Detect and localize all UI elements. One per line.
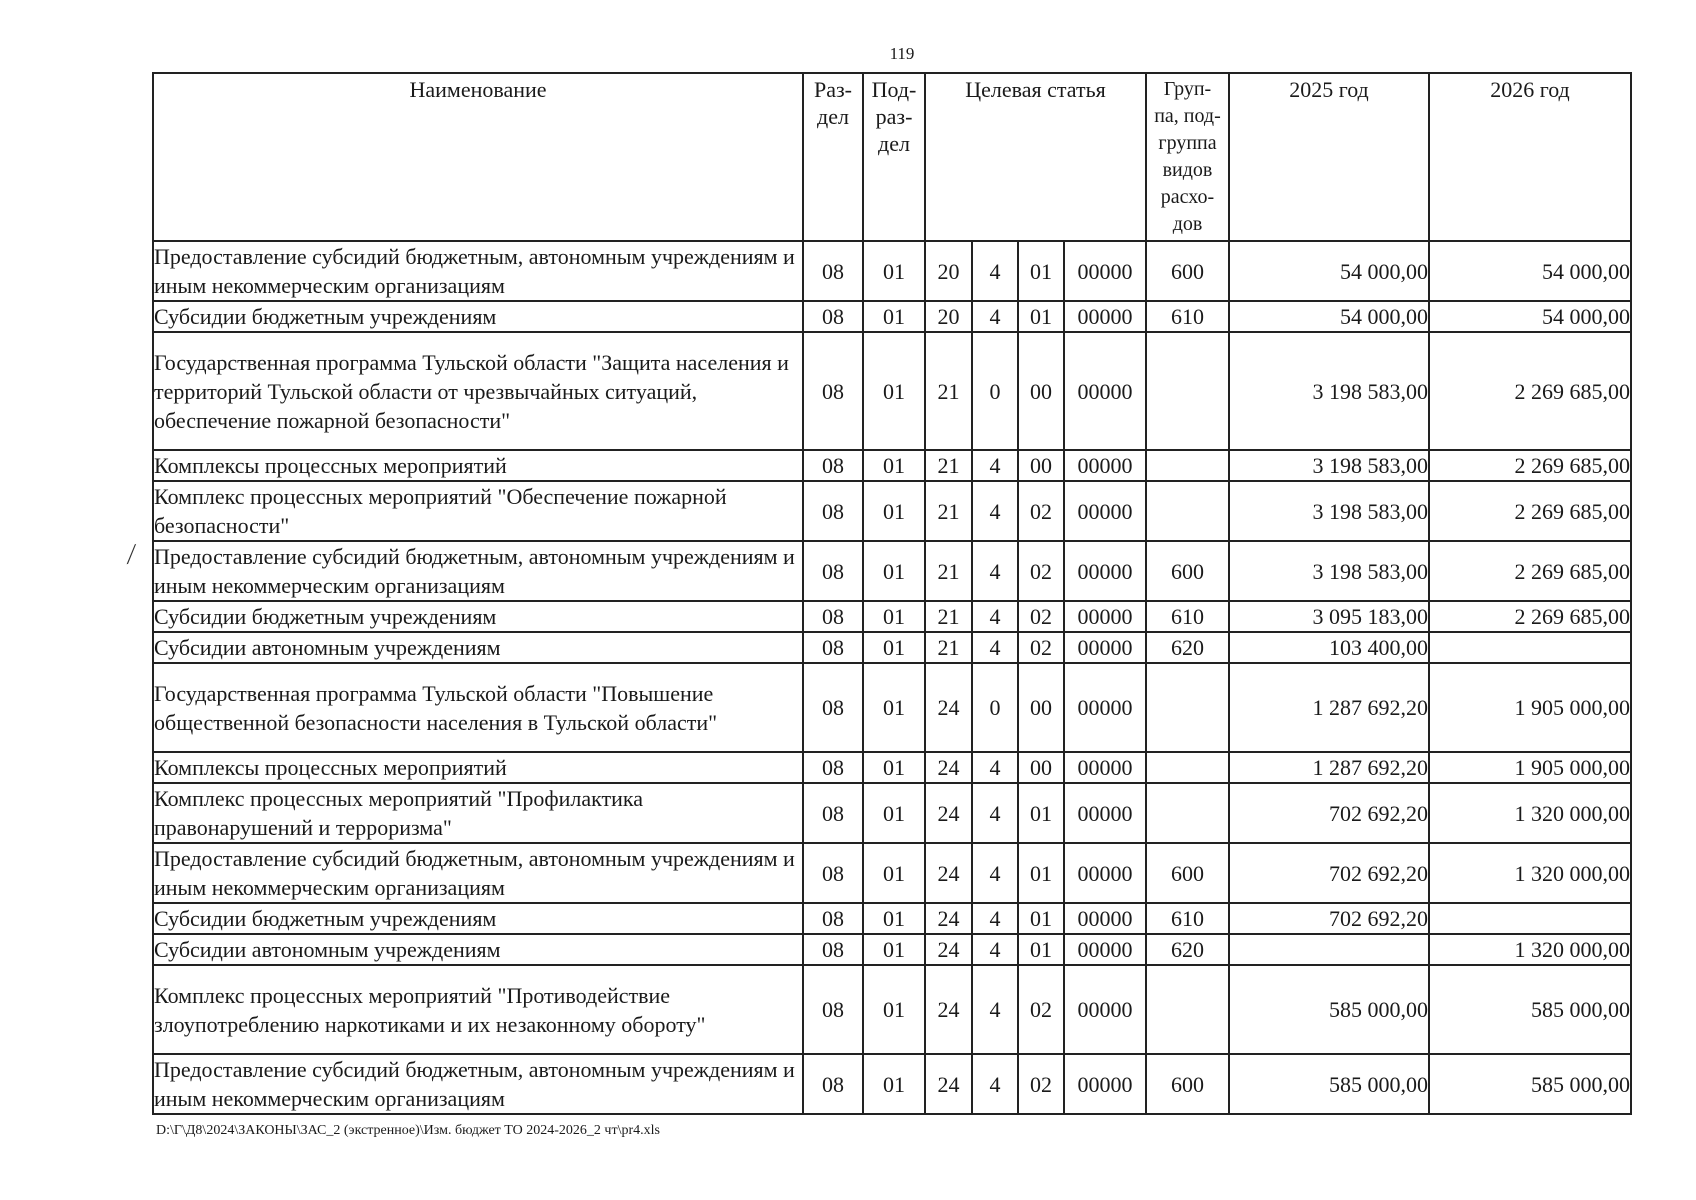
row-target-direction-cell: 00000 bbox=[1064, 965, 1146, 1054]
row-sum-2025-cell bbox=[1229, 934, 1429, 965]
row-target-element-cell: 01 bbox=[1018, 301, 1064, 332]
row-name-cell: Предоставление субсидий бюджетным, автономным учреждениям и иным некоммерческим организациям bbox=[153, 843, 803, 903]
table-row bbox=[153, 481, 1631, 541]
row-sum-2026-cell: 1 320 000,00 bbox=[1429, 843, 1631, 903]
row-expense-group-cell bbox=[1146, 965, 1229, 1054]
row-podrazdel-cell: 01 bbox=[863, 783, 925, 843]
row-target-program-cell: 21 bbox=[925, 332, 972, 450]
row-name-cell: Комплекс процессных мероприятий "Обеспечение пожарной безопасности" bbox=[153, 481, 803, 541]
row-target-element-cell: 02 bbox=[1018, 541, 1064, 601]
table-row bbox=[153, 934, 1631, 965]
row-expense-group-cell bbox=[1146, 783, 1229, 843]
budget-table bbox=[152, 72, 1632, 1115]
row-razdel-cell: 08 bbox=[803, 903, 863, 934]
header-name: Наименование bbox=[153, 73, 803, 241]
row-expense-group-cell: 610 bbox=[1146, 301, 1229, 332]
row-target-program-cell: 24 bbox=[925, 903, 972, 934]
row-target-element-cell: 00 bbox=[1018, 332, 1064, 450]
handwritten-tick-mark: ⟋ bbox=[120, 540, 143, 569]
header-target-article: Целевая статья bbox=[925, 73, 1146, 241]
row-razdel-cell: 08 bbox=[803, 332, 863, 450]
row-razdel-cell: 08 bbox=[803, 752, 863, 783]
row-sum-2026-cell: 585 000,00 bbox=[1429, 1054, 1631, 1114]
row-podrazdel-cell: 01 bbox=[863, 903, 925, 934]
row-target-element-cell: 00 bbox=[1018, 752, 1064, 783]
row-sum-2026-cell: 2 269 685,00 bbox=[1429, 481, 1631, 541]
row-podrazdel-cell: 01 bbox=[863, 541, 925, 601]
table-row bbox=[153, 450, 1631, 481]
row-target-type-cell: 0 bbox=[972, 663, 1018, 752]
row-target-program-cell: 24 bbox=[925, 965, 972, 1054]
row-name-cell: Субсидии бюджетным учреждениям bbox=[153, 301, 803, 332]
table-row bbox=[153, 632, 1631, 663]
row-razdel-cell: 08 bbox=[803, 663, 863, 752]
row-sum-2026-cell: 1 905 000,00 bbox=[1429, 752, 1631, 783]
row-target-type-cell: 4 bbox=[972, 632, 1018, 663]
row-target-direction-cell: 00000 bbox=[1064, 903, 1146, 934]
row-target-program-cell: 21 bbox=[925, 601, 972, 632]
row-sum-2025-cell: 1 287 692,20 bbox=[1229, 663, 1429, 752]
row-razdel-cell: 08 bbox=[803, 481, 863, 541]
row-target-element-cell: 01 bbox=[1018, 241, 1064, 301]
row-target-direction-cell: 00000 bbox=[1064, 934, 1146, 965]
row-sum-2025-cell: 585 000,00 bbox=[1229, 965, 1429, 1054]
row-target-element-cell: 02 bbox=[1018, 632, 1064, 663]
row-razdel-cell: 08 bbox=[803, 301, 863, 332]
table-row bbox=[153, 752, 1631, 783]
row-target-type-cell: 4 bbox=[972, 1054, 1018, 1114]
header-expense-group: Груп- па, под- группа видов расхо- дов bbox=[1146, 73, 1229, 241]
row-expense-group-cell bbox=[1146, 752, 1229, 783]
row-name-cell: Субсидии автономным учреждениям bbox=[153, 632, 803, 663]
row-target-type-cell: 4 bbox=[972, 843, 1018, 903]
row-name-cell: Субсидии автономным учреждениям bbox=[153, 934, 803, 965]
table-row bbox=[153, 1054, 1631, 1114]
row-sum-2025-cell: 702 692,20 bbox=[1229, 903, 1429, 934]
row-target-type-cell: 4 bbox=[972, 903, 1018, 934]
row-target-type-cell: 4 bbox=[972, 450, 1018, 481]
row-target-direction-cell: 00000 bbox=[1064, 752, 1146, 783]
row-podrazdel-cell: 01 bbox=[863, 1054, 925, 1114]
row-expense-group-cell bbox=[1146, 332, 1229, 450]
row-target-program-cell: 21 bbox=[925, 481, 972, 541]
row-podrazdel-cell: 01 bbox=[863, 752, 925, 783]
row-sum-2026-cell: 1 320 000,00 bbox=[1429, 783, 1631, 843]
row-sum-2025-cell: 103 400,00 bbox=[1229, 632, 1429, 663]
row-target-direction-cell: 00000 bbox=[1064, 601, 1146, 632]
table-row bbox=[153, 301, 1631, 332]
row-expense-group-cell: 600 bbox=[1146, 241, 1229, 301]
row-target-element-cell: 01 bbox=[1018, 934, 1064, 965]
table-row bbox=[153, 903, 1631, 934]
row-target-direction-cell: 00000 bbox=[1064, 1054, 1146, 1114]
row-sum-2025-cell: 3 198 583,00 bbox=[1229, 332, 1429, 450]
row-target-type-cell: 4 bbox=[972, 601, 1018, 632]
row-target-type-cell: 4 bbox=[972, 965, 1018, 1054]
row-target-element-cell: 02 bbox=[1018, 481, 1064, 541]
row-target-element-cell: 01 bbox=[1018, 783, 1064, 843]
row-podrazdel-cell: 01 bbox=[863, 965, 925, 1054]
row-sum-2026-cell: 1 905 000,00 bbox=[1429, 663, 1631, 752]
row-podrazdel-cell: 01 bbox=[863, 481, 925, 541]
row-target-program-cell: 24 bbox=[925, 663, 972, 752]
row-podrazdel-cell: 01 bbox=[863, 843, 925, 903]
row-expense-group-cell: 600 bbox=[1146, 1054, 1229, 1114]
table-row bbox=[153, 843, 1631, 903]
table-row bbox=[153, 783, 1631, 843]
row-name-cell: Субсидии бюджетным учреждениям bbox=[153, 903, 803, 934]
row-expense-group-cell: 600 bbox=[1146, 541, 1229, 601]
row-name-cell: Государственная программа Тульской области "Повышение общественной безопасности населения в Тульской области" bbox=[153, 663, 803, 752]
row-target-element-cell: 00 bbox=[1018, 450, 1064, 481]
row-target-program-cell: 24 bbox=[925, 934, 972, 965]
row-name-cell: Комплексы процессных мероприятий bbox=[153, 450, 803, 481]
row-target-direction-cell: 00000 bbox=[1064, 301, 1146, 332]
row-name-cell: Комплекс процессных мероприятий "Профилактика правонарушений и терроризма" bbox=[153, 783, 803, 843]
row-sum-2025-cell: 585 000,00 bbox=[1229, 1054, 1429, 1114]
row-razdel-cell: 08 bbox=[803, 541, 863, 601]
row-name-cell: Предоставление субсидий бюджетным, автономным учреждениям и иным некоммерческим организациям bbox=[153, 541, 803, 601]
row-target-program-cell: 24 bbox=[925, 843, 972, 903]
row-expense-group-cell: 620 bbox=[1146, 632, 1229, 663]
row-sum-2026-cell: 585 000,00 bbox=[1429, 965, 1631, 1054]
table-row bbox=[153, 663, 1631, 752]
header-podrazdel: Под- раз- дел bbox=[863, 73, 925, 241]
row-name-cell: Государственная программа Тульской области "Защита населения и территорий Тульской области от чрезвычайных ситуаций, обеспечение пожарной безопасности" bbox=[153, 332, 803, 450]
row-target-program-cell: 24 bbox=[925, 1054, 972, 1114]
row-sum-2025-cell: 54 000,00 bbox=[1229, 241, 1429, 301]
row-target-direction-cell: 00000 bbox=[1064, 241, 1146, 301]
row-sum-2026-cell: 2 269 685,00 bbox=[1429, 332, 1631, 450]
row-sum-2025-cell: 702 692,20 bbox=[1229, 843, 1429, 903]
row-sum-2026-cell: 2 269 685,00 bbox=[1429, 601, 1631, 632]
row-razdel-cell: 08 bbox=[803, 241, 863, 301]
row-razdel-cell: 08 bbox=[803, 783, 863, 843]
row-expense-group-cell bbox=[1146, 450, 1229, 481]
row-sum-2025-cell: 54 000,00 bbox=[1229, 301, 1429, 332]
row-target-type-cell: 4 bbox=[972, 783, 1018, 843]
row-target-element-cell: 02 bbox=[1018, 601, 1064, 632]
header-2026: 2026 год bbox=[1429, 73, 1631, 241]
row-target-type-cell: 4 bbox=[972, 541, 1018, 601]
row-razdel-cell: 08 bbox=[803, 1054, 863, 1114]
page-number: 119 bbox=[889, 44, 915, 63]
row-sum-2026-cell: 1 320 000,00 bbox=[1429, 934, 1631, 965]
row-target-program-cell: 21 bbox=[925, 632, 972, 663]
row-podrazdel-cell: 01 bbox=[863, 450, 925, 481]
row-razdel-cell: 08 bbox=[803, 965, 863, 1054]
row-sum-2026-cell: 2 269 685,00 bbox=[1429, 450, 1631, 481]
row-sum-2025-cell: 1 287 692,20 bbox=[1229, 752, 1429, 783]
row-sum-2025-cell: 702 692,20 bbox=[1229, 783, 1429, 843]
row-target-element-cell: 00 bbox=[1018, 663, 1064, 752]
row-podrazdel-cell: 01 bbox=[863, 934, 925, 965]
row-target-direction-cell: 00000 bbox=[1064, 843, 1146, 903]
row-target-direction-cell: 00000 bbox=[1064, 663, 1146, 752]
row-target-element-cell: 01 bbox=[1018, 843, 1064, 903]
row-sum-2026-cell bbox=[1429, 903, 1631, 934]
row-expense-group-cell bbox=[1146, 481, 1229, 541]
row-podrazdel-cell: 01 bbox=[863, 241, 925, 301]
row-target-program-cell: 21 bbox=[925, 541, 972, 601]
row-sum-2026-cell bbox=[1429, 632, 1631, 663]
row-razdel-cell: 08 bbox=[803, 601, 863, 632]
row-podrazdel-cell: 01 bbox=[863, 632, 925, 663]
row-name-cell: Предоставление субсидий бюджетным, автономным учреждениям и иным некоммерческим организациям bbox=[153, 1054, 803, 1114]
row-target-direction-cell: 00000 bbox=[1064, 632, 1146, 663]
row-target-direction-cell: 00000 bbox=[1064, 783, 1146, 843]
row-razdel-cell: 08 bbox=[803, 934, 863, 965]
table-row bbox=[153, 965, 1631, 1054]
row-target-type-cell: 4 bbox=[972, 752, 1018, 783]
row-target-element-cell: 02 bbox=[1018, 1054, 1064, 1114]
row-podrazdel-cell: 01 bbox=[863, 663, 925, 752]
row-sum-2025-cell: 3 198 583,00 bbox=[1229, 450, 1429, 481]
row-podrazdel-cell: 01 bbox=[863, 301, 925, 332]
row-target-program-cell: 24 bbox=[925, 783, 972, 843]
row-target-program-cell: 24 bbox=[925, 752, 972, 783]
footer-file-path: D:\Г\Д8\2024\ЗАКОНЫ\ЗАС_2 (экстренное)\Изм. бюджет ТО 2024-2026_2 чт\pr4.xls bbox=[156, 1123, 660, 1138]
row-target-type-cell: 4 bbox=[972, 934, 1018, 965]
row-target-program-cell: 21 bbox=[925, 450, 972, 481]
row-target-type-cell: 4 bbox=[972, 301, 1018, 332]
row-target-type-cell: 4 bbox=[972, 481, 1018, 541]
row-target-direction-cell: 00000 bbox=[1064, 481, 1146, 541]
row-target-program-cell: 20 bbox=[925, 301, 972, 332]
row-expense-group-cell: 610 bbox=[1146, 601, 1229, 632]
row-target-type-cell: 0 bbox=[972, 332, 1018, 450]
table-row bbox=[153, 241, 1631, 301]
row-expense-group-cell bbox=[1146, 663, 1229, 752]
table-header-row bbox=[153, 73, 1631, 241]
row-sum-2025-cell: 3 198 583,00 bbox=[1229, 541, 1429, 601]
table-row bbox=[153, 541, 1631, 601]
row-expense-group-cell: 600 bbox=[1146, 843, 1229, 903]
row-razdel-cell: 08 bbox=[803, 450, 863, 481]
table-row bbox=[153, 332, 1631, 450]
header-razdel: Раз- дел bbox=[803, 73, 863, 241]
row-name-cell: Комплекс процессных мероприятий "Противодействие злоупотреблению наркотиками и их незаконному обороту" bbox=[153, 965, 803, 1054]
row-razdel-cell: 08 bbox=[803, 843, 863, 903]
row-target-type-cell: 4 bbox=[972, 241, 1018, 301]
row-target-direction-cell: 00000 bbox=[1064, 450, 1146, 481]
row-target-element-cell: 02 bbox=[1018, 965, 1064, 1054]
row-sum-2025-cell: 3 198 583,00 bbox=[1229, 481, 1429, 541]
row-name-cell: Комплексы процессных мероприятий bbox=[153, 752, 803, 783]
row-expense-group-cell: 610 bbox=[1146, 903, 1229, 934]
row-razdel-cell: 08 bbox=[803, 632, 863, 663]
row-sum-2026-cell: 54 000,00 bbox=[1429, 241, 1631, 301]
row-target-element-cell: 01 bbox=[1018, 903, 1064, 934]
row-target-direction-cell: 00000 bbox=[1064, 541, 1146, 601]
header-2025: 2025 год bbox=[1229, 73, 1429, 241]
row-name-cell: Предоставление субсидий бюджетным, автономным учреждениям и иным некоммерческим организациям bbox=[153, 241, 803, 301]
row-sum-2026-cell: 2 269 685,00 bbox=[1429, 541, 1631, 601]
row-target-direction-cell: 00000 bbox=[1064, 332, 1146, 450]
row-podrazdel-cell: 01 bbox=[863, 332, 925, 450]
row-sum-2026-cell: 54 000,00 bbox=[1429, 301, 1631, 332]
row-expense-group-cell: 620 bbox=[1146, 934, 1229, 965]
row-target-program-cell: 20 bbox=[925, 241, 972, 301]
row-sum-2025-cell: 3 095 183,00 bbox=[1229, 601, 1429, 632]
row-name-cell: Субсидии бюджетным учреждениям bbox=[153, 601, 803, 632]
row-podrazdel-cell: 01 bbox=[863, 601, 925, 632]
table-row bbox=[153, 601, 1631, 632]
